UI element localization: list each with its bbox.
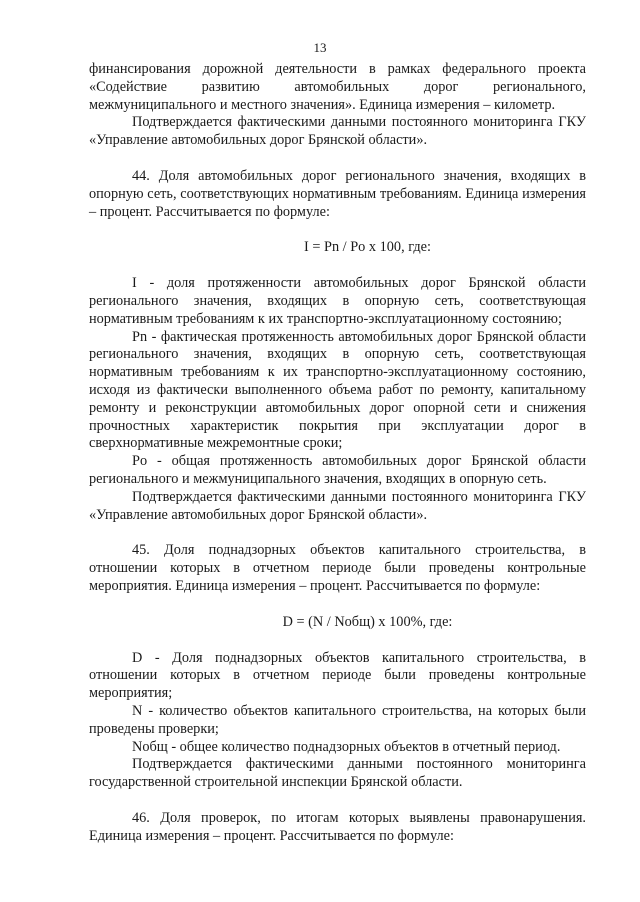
paragraph-continuation: финансирования дорожной деятельности в рамках федерального проекта «Содействие развитию автомобильных дорог регионального, межмуниципального и местного значения». Единица измерения – километр. — [89, 61, 586, 113]
page-number: 13 — [313, 40, 327, 55]
definition-d: D - Доля поднадзорных объектов капитального строительства, в отношении которых в отчетном периоде были проведены контрольные мероприятия; — [89, 649, 586, 702]
definition-n: N - количество объектов капитального строительства, на которых были проведены проверки; — [89, 702, 586, 737]
item-45-heading: 45. Доля поднадзорных объектов капитального строительства, в отношении которых в отчетном периоде были проведены контрольные мероприятия. Единица измерения – процент. Рассчитывается по формуле: — [89, 542, 586, 594]
paragraph-confirmation: Подтверждается фактическими данными постоянного мониторинга ГКУ «Управление автомобильных дорог Брянской области». — [89, 114, 586, 149]
paragraph-confirmation-44: Подтверждается фактическими данными постоянного мониторинга ГКУ «Управление автомобильных дорог Брянской области». — [89, 488, 586, 523]
document-body — [89, 61, 586, 845]
definition-po: Po - общая протяженность автомобильных дорог Брянской области регионального и межмуниципального значения, входящих в опорную сеть. — [89, 453, 586, 487]
definition-pn: Pn - фактическая протяженность автомобильных дорог Брянской области регионального значения, входящих в опорную сеть, соответствующая нормативным требованиям к их транспортно-эксплуатационному состоянию, исходя из фактически выполненного объема работ по ремонту, капитальному ремонту и реконструкции автомобильных дорог опорной сети и снижения прочностных характеристик покрытия при эксплуатации дорог в сверхнормативные межремонтные сроки; — [89, 328, 586, 452]
formula-44: I = Pn / Po x 100, где: — [304, 239, 431, 256]
paragraph-confirmation-45: Подтверждается фактическими данными постоянного мониторинга государственной строительной инспекции Брянской области. — [89, 756, 586, 791]
formula-45: D = (N / Nобщ) x 100%, где: — [282, 613, 453, 630]
definition-i: I - доля протяженности автомобильных дорог Брянской области регионального значения, входящих в опорную сеть, соответствующая нормативным требованиям к их транспортно-эксплуатационному состоянию; — [89, 275, 586, 327]
definition-nobshch: Nобщ - общее количество поднадзорных объектов в отчетный период. — [132, 738, 561, 755]
item-44-heading: 44. Доля автомобильных дорог регионального значения, входящих в опорную сеть, соответствующих нормативным требованиям. Единица измерения – процент. Рассчитывается по формуле: — [89, 167, 586, 220]
item-46-heading: 46. Доля проверок, по итогам которых выявлены правонарушения. Единица измерения – процент. Рассчитывается по формуле: — [89, 809, 586, 844]
